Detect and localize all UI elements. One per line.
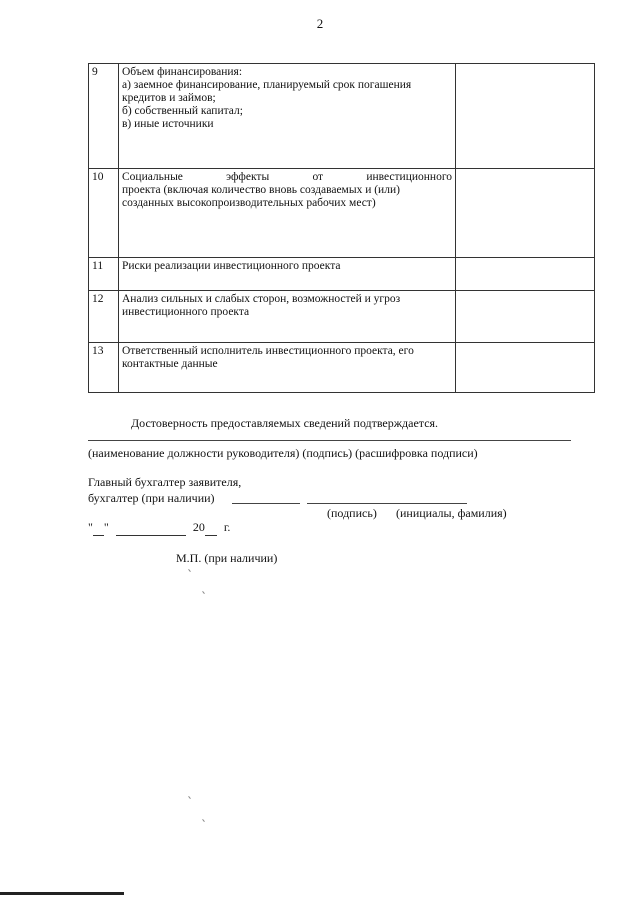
accountant-title-line1: Главный бухгалтер заявителя,: [88, 475, 242, 489]
date-open-quote: ": [88, 520, 93, 534]
row-value-cell[interactable]: [456, 343, 595, 393]
date-close-quote: ": [103, 520, 109, 534]
accountant-title-line2: бухгалтер (при наличии): [88, 491, 215, 505]
row-text-line: Ответственный исполнитель инвестиционного проекта, его: [122, 345, 414, 357]
row-text-line: Анализ сильных и слабых сторон, возможностей и угроз: [122, 293, 401, 305]
row-description: [119, 291, 456, 343]
row-text-line: Социальные эффекты от инвестиционного: [122, 171, 452, 183]
row-value-cell[interactable]: [456, 258, 595, 291]
row-text-line: б) собственный капитал;: [122, 105, 243, 117]
date-day-blank[interactable]: [93, 520, 104, 536]
row-text-line: проекта (включая количество вновь создаваемых и (или): [122, 184, 400, 196]
row-number: 13: [89, 343, 119, 393]
date-year-suffix: г.: [223, 520, 231, 534]
row-value-cell[interactable]: [456, 291, 595, 343]
head-signature-caption: (наименование должности руководителя) (подпись) (расшифровка подписи): [88, 446, 478, 460]
accountant-name-caption: (инициалы, фамилия): [396, 506, 507, 520]
date-year-blank[interactable]: [205, 520, 217, 536]
row-text-line: а) заемное финансирование, планируемый срок погашения: [122, 79, 412, 91]
row-description: [119, 169, 456, 258]
row-number: 11: [89, 258, 119, 291]
scan-speck: [188, 569, 191, 572]
scan-speck: [202, 591, 205, 594]
row-text-line: инвестиционного проекта: [122, 306, 250, 318]
row-text-line: кредитов и займов;: [122, 92, 216, 104]
stamp-placeholder: М.П. (при наличии): [176, 551, 278, 565]
row-number: 10: [89, 169, 119, 258]
table-row: [89, 291, 595, 343]
accountant-name-line[interactable]: [307, 503, 467, 504]
scan-speck: [202, 819, 205, 822]
scan-edge-mark: [0, 892, 124, 895]
row-number: 12: [89, 291, 119, 343]
row-text-line: Риски реализации инвестиционного проекта: [122, 260, 341, 272]
investment-project-table: [88, 63, 595, 393]
table-row: [89, 258, 595, 291]
date-month-blank[interactable]: [116, 520, 186, 536]
row-number: 9: [89, 64, 119, 169]
row-description: [119, 258, 456, 291]
row-text-line: Объем финансирования:: [122, 66, 243, 78]
table-row: [89, 169, 595, 258]
page-number: 2: [316, 16, 324, 31]
head-signature-line[interactable]: [88, 440, 571, 441]
accountant-signature-line[interactable]: [232, 503, 300, 504]
row-description: [119, 343, 456, 393]
accountant-signature-caption: (подпись): [327, 506, 377, 520]
row-text-line: в) иные источники: [122, 118, 214, 130]
scan-speck: [188, 796, 191, 799]
row-value-cell[interactable]: [456, 169, 595, 258]
row-description: [119, 64, 456, 169]
row-text-line: контактные данные: [122, 358, 218, 370]
table-row: [89, 343, 595, 393]
date-line: [88, 520, 230, 536]
table-row: [89, 64, 595, 169]
row-text-line: созданных высокопроизводительных рабочих мест): [122, 197, 376, 209]
row-value-cell[interactable]: [456, 64, 595, 169]
confirmation-statement: Достоверность предоставляемых сведений подтверждается.: [131, 416, 439, 430]
date-year-prefix: 20: [192, 520, 205, 534]
